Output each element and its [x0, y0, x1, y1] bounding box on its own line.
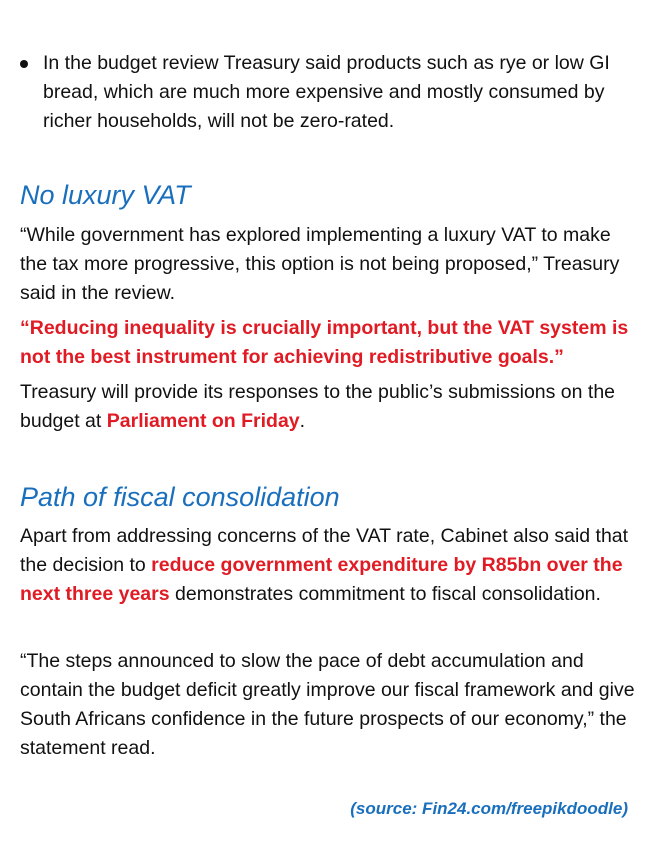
- paragraph-text: Apart from addressing concerns of the VAT rate, Cabinet also said that the decision to: [20, 525, 629, 576]
- paragraph-treasury-responses: [20, 378, 640, 436]
- paragraph-cabinet-decision: [20, 522, 640, 609]
- paragraph-statement-quote: “The steps announced to slow the pace of debt accumulation and contain the budget deficit greatly improve our fiscal framework and give South Africans confidence in the future prospects of our economy,” the statement read.: [20, 650, 635, 759]
- source-credit: (source: Fin24.com/freepikdoodle): [350, 799, 628, 818]
- paragraph-text-end: .: [299, 410, 306, 432]
- section-heading-fiscal-consolidation: Path of fiscal consolidation: [20, 482, 340, 512]
- bullet-item: [20, 49, 640, 136]
- highlight-parliament: Parliament on Friday: [106, 410, 300, 432]
- paragraph-text-end: demonstrates commitment to fiscal consolidation.: [169, 583, 601, 605]
- bullet-dot-icon: [20, 60, 28, 68]
- highlighted-quote: “Reducing inequality is crucially important, but the VAT system is not the best instrument for achieving redistributive goals.”: [20, 317, 629, 368]
- highlight-expenditure: reduce government expenditure by R85bn over the next three years: [20, 554, 623, 605]
- paragraph-text: Treasury will provide its responses to the public’s submissions on the budget at: [20, 381, 616, 432]
- paragraph-luxury-vat-explored: “While government has explored implementing a luxury VAT to make the tax more progressive, this option is not being proposed,” Treasury said in the review.: [20, 224, 620, 304]
- bullet-text: In the budget review Treasury said products such as rye or low GI bread, which are much more expensive and mostly consumed by richer households, will not be zero-rated.: [43, 52, 610, 132]
- section-heading-no-luxury-vat: No luxury VAT: [20, 180, 191, 210]
